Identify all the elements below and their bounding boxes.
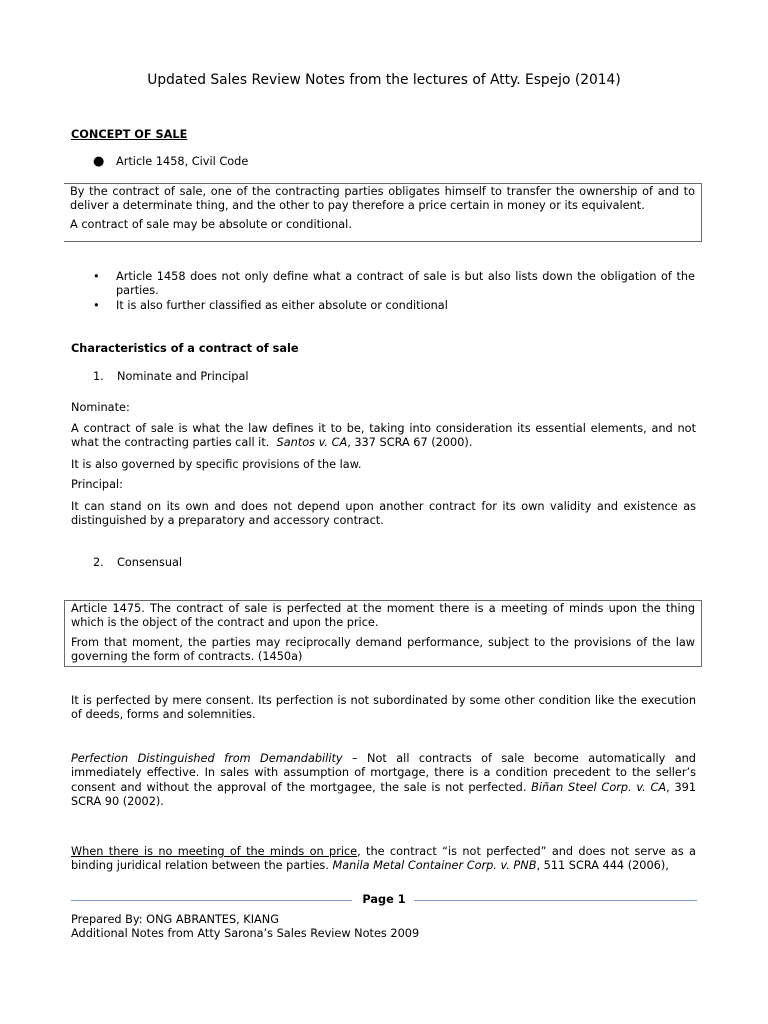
case-citation: Manila Metal Container Corp. v. PNB xyxy=(332,859,537,873)
footer-prepared-by: Prepared By: ONG ABRANTES, KIANG xyxy=(71,913,279,926)
bullet-icon: ● xyxy=(93,154,105,169)
numbered-item-1 xyxy=(93,370,249,383)
item-number: 2. xyxy=(93,556,104,569)
nominate-label: Nominate: xyxy=(71,401,130,414)
perfection-text: – Not all contracts of sale become automatically and immediately effective. In sales with assumption of mortgage, there is a condition precedent to the seller’s consent and without the approval of the mortgagee, the sale is not perfected. xyxy=(71,752,696,794)
case-citation: Biñan Steel Corp. v. CA xyxy=(531,780,667,794)
nominate-text: A contract of sale is what the law defines it to be, taking into consideration its essential elements, and not what the contracting parties call it. xyxy=(71,422,696,450)
perfection-paragraph xyxy=(71,752,696,809)
bullet-text: Article 1458 does not only define what a contract of sale is but also lists down the obligation of the parties. xyxy=(116,270,695,297)
page-number: Page 1 xyxy=(362,893,406,906)
section-heading-concept: CONCEPT OF SALE xyxy=(71,128,188,141)
bullet-text: It is also further classified as either absolute or conditional xyxy=(116,299,448,312)
bullet-item-obligation xyxy=(93,270,695,298)
quote-paragraph: Article 1475. The contract of sale is perfected at the moment there is a meeting of minds upon the thing which is the object of the contract and upon the price. xyxy=(71,602,695,629)
quote-paragraph: From that moment, the parties may reciprocally demand performance, subject to the provisions of the law governing the form of contracts. (1450a) xyxy=(71,636,695,663)
bullet-item-classified xyxy=(93,299,695,313)
citation-text: , 511 SCRA 444 (2006), xyxy=(536,859,669,873)
underlined-text: When there is no meeting of the minds on price xyxy=(71,845,358,858)
item-number: 1. xyxy=(93,370,104,383)
bullet-icon: • xyxy=(93,270,100,283)
case-citation: Santos v. CA xyxy=(276,436,348,450)
governed-paragraph: It is also governed by specific provisions of the law. xyxy=(71,458,362,471)
citation-text: , 337 SCRA 67 (2000). xyxy=(347,436,473,450)
item-label: Consensual xyxy=(117,556,183,569)
footer-additional-notes: Additional Notes from Atty Sarona’s Sales Review Notes 2009 xyxy=(71,927,420,940)
consent-paragraph: It is perfected by mere consent. Its perfection is not subordinated by some other condition like the execution of deeds, forms and solemnities. xyxy=(71,694,696,722)
principal-paragraph: It can stand on its own and does not depend upon another contract for its own validity and existence as distinguished by a preparatory and accessory contract. xyxy=(71,500,696,528)
quote-box-article-1475 xyxy=(64,600,702,667)
item-label: Nominate and Principal xyxy=(117,370,249,383)
citation-text: , 391 SCRA 90 (2002). xyxy=(71,780,697,808)
price-text: , the contract “is not perfected” and does not serve as a binding juridical relation between the parties. xyxy=(71,845,696,873)
document-title: Updated Sales Review Notes from the lectures of Atty. Espejo (2014) xyxy=(147,72,621,88)
term-italic: Perfection Distinguished from Demandability xyxy=(71,752,343,765)
bullet-text: Article 1458, Civil Code xyxy=(116,155,249,168)
quote-paragraph: By the contract of sale, one of the contracting parties obligates himself to transfer the ownership of and to deliver a determinate thing, and the other to pay therefore a price certain in money or its equivalent. xyxy=(70,185,695,212)
principal-label: Principal: xyxy=(71,478,123,491)
section-heading-characteristics: Characteristics of a contract of sale xyxy=(71,342,299,355)
quote-box-article-1458 xyxy=(64,183,702,242)
bullet-item-article-1458 xyxy=(93,155,695,169)
price-paragraph xyxy=(71,845,696,874)
quote-paragraph: A contract of sale may be absolute or conditional. xyxy=(70,218,352,231)
bullet-icon: • xyxy=(93,299,100,312)
nominate-paragraph xyxy=(71,422,696,451)
footer-rule-right xyxy=(414,900,697,901)
numbered-item-2 xyxy=(93,556,182,569)
